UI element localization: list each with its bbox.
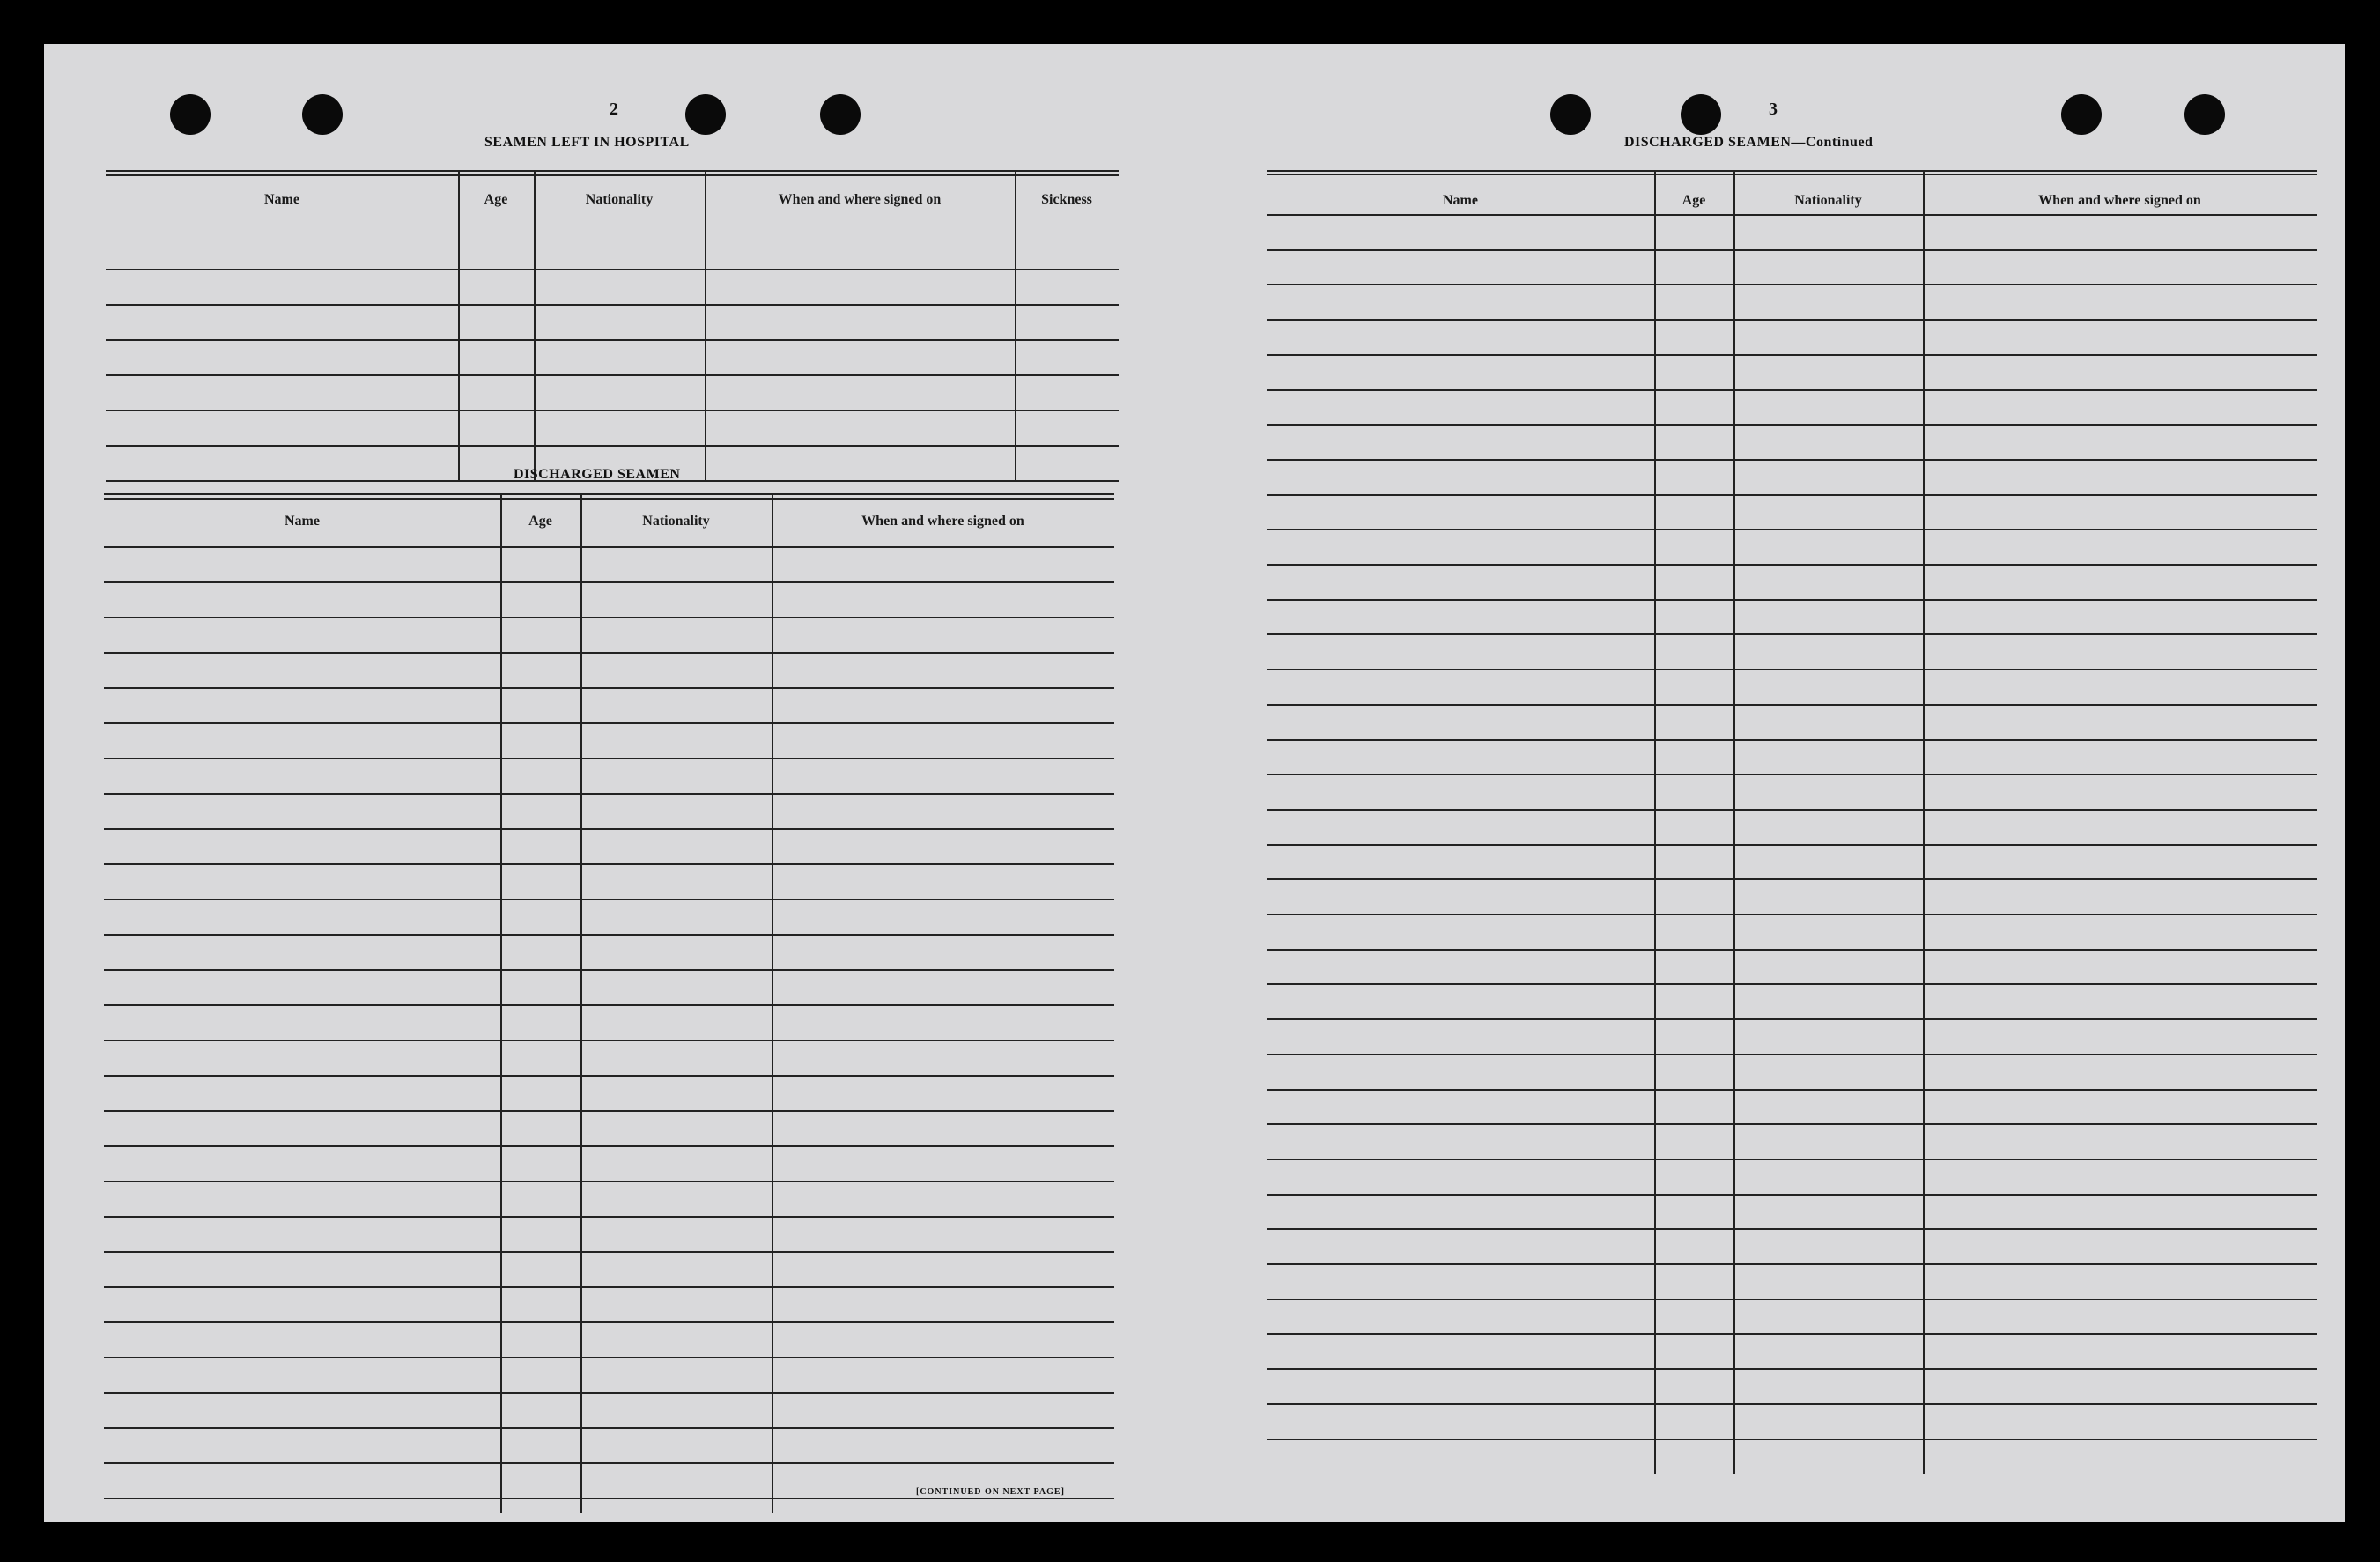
row-line bbox=[104, 617, 1114, 618]
row-line bbox=[106, 339, 1119, 341]
column-header: When and where signed on bbox=[861, 514, 1024, 529]
row-line bbox=[104, 1321, 1114, 1323]
punch-hole bbox=[1681, 94, 1721, 135]
row-line bbox=[104, 1427, 1114, 1429]
header-rule bbox=[106, 174, 1119, 176]
discharged-table bbox=[104, 493, 1114, 1515]
row-line bbox=[1267, 983, 2317, 985]
row-line bbox=[1267, 1159, 2317, 1160]
row-line bbox=[1267, 669, 2317, 670]
table-top-rule bbox=[104, 493, 1114, 495]
column-header: Name bbox=[1443, 193, 1478, 208]
row-line bbox=[104, 969, 1114, 971]
page-number-left: 2 bbox=[610, 100, 618, 119]
row-line bbox=[1267, 1333, 2317, 1335]
row-line bbox=[104, 899, 1114, 900]
discharged-continued-table bbox=[1267, 170, 2317, 1483]
row-line bbox=[104, 1004, 1114, 1006]
header-rule bbox=[104, 498, 1114, 500]
row-line bbox=[1267, 1263, 2317, 1265]
hospital-table bbox=[106, 170, 1119, 484]
row-line bbox=[1267, 1228, 2317, 1230]
row-line bbox=[1267, 1123, 2317, 1125]
row-line bbox=[1267, 214, 2317, 216]
punch-hole bbox=[1550, 94, 1591, 135]
column-header: When and where signed on bbox=[2038, 193, 2201, 208]
title-main: DISCHARGED SEAMEN bbox=[1624, 135, 1792, 150]
row-line bbox=[1267, 354, 2317, 356]
punch-hole bbox=[2061, 94, 2102, 135]
column-divider bbox=[772, 493, 773, 1513]
row-line bbox=[106, 304, 1119, 306]
row-line bbox=[1267, 319, 2317, 321]
row-line bbox=[1267, 1403, 2317, 1405]
row-line bbox=[1267, 424, 2317, 426]
row-line bbox=[1267, 249, 2317, 251]
title-suffix: —Continued bbox=[1791, 135, 1874, 150]
row-line bbox=[1267, 529, 2317, 530]
punch-hole bbox=[302, 94, 343, 135]
column-divider bbox=[458, 170, 460, 480]
row-line bbox=[104, 863, 1114, 865]
row-line bbox=[1267, 844, 2317, 846]
row-line bbox=[106, 269, 1119, 270]
column-divider bbox=[1733, 170, 1735, 1474]
column-divider bbox=[1923, 170, 1925, 1474]
row-line bbox=[104, 722, 1114, 724]
table-top-rule bbox=[106, 170, 1119, 172]
row-line bbox=[104, 581, 1114, 583]
row-line bbox=[104, 1357, 1114, 1358]
column-header: Name bbox=[264, 192, 299, 207]
column-divider bbox=[534, 170, 536, 480]
punch-hole bbox=[2184, 94, 2225, 135]
row-line bbox=[1267, 704, 2317, 706]
row-line bbox=[104, 687, 1114, 689]
column-divider bbox=[1015, 170, 1016, 480]
row-line bbox=[1267, 1018, 2317, 1020]
row-line bbox=[106, 410, 1119, 411]
row-line bbox=[104, 1392, 1114, 1394]
column-header: Nationality bbox=[585, 192, 654, 207]
hospital-section-title: SEAMEN LEFT IN HOSPITAL bbox=[484, 135, 690, 150]
row-line bbox=[104, 1145, 1114, 1147]
row-line bbox=[104, 1462, 1114, 1464]
header-rule bbox=[1267, 174, 2317, 175]
row-line bbox=[1267, 459, 2317, 461]
row-line bbox=[1267, 739, 2317, 741]
row-line bbox=[104, 1040, 1114, 1041]
column-header: Age bbox=[484, 192, 508, 207]
column-divider bbox=[705, 170, 706, 480]
punch-hole bbox=[820, 94, 861, 135]
row-line bbox=[104, 758, 1114, 759]
row-line bbox=[104, 1251, 1114, 1253]
column-divider bbox=[500, 493, 502, 1513]
row-line bbox=[1267, 949, 2317, 951]
row-line bbox=[1267, 1368, 2317, 1370]
row-line bbox=[1267, 774, 2317, 775]
column-header: Nationality bbox=[642, 514, 710, 529]
discharged-section-title: DISCHARGED SEAMEN bbox=[514, 467, 681, 482]
row-line bbox=[104, 1181, 1114, 1182]
row-line bbox=[1267, 284, 2317, 285]
row-line bbox=[1267, 914, 2317, 915]
column-divider bbox=[580, 493, 582, 1513]
continued-note: [CONTINUED ON NEXT PAGE] bbox=[916, 1487, 1065, 1497]
row-line bbox=[104, 1498, 1114, 1499]
column-header: Name bbox=[285, 514, 320, 529]
row-line bbox=[1267, 564, 2317, 566]
column-divider bbox=[1654, 170, 1656, 1474]
table-top-rule bbox=[1267, 170, 2317, 172]
column-header: Nationality bbox=[1794, 193, 1862, 208]
row-line bbox=[106, 374, 1119, 376]
row-line bbox=[104, 793, 1114, 795]
row-line bbox=[1267, 878, 2317, 880]
column-header: Age bbox=[1682, 193, 1706, 208]
row-line bbox=[104, 1216, 1114, 1218]
column-header: When and where signed on bbox=[778, 192, 942, 207]
row-line bbox=[1267, 809, 2317, 811]
column-header: Sickness bbox=[1041, 192, 1092, 207]
row-line bbox=[1267, 1194, 2317, 1196]
row-line bbox=[1267, 1089, 2317, 1091]
row-line bbox=[1267, 633, 2317, 635]
row-line bbox=[104, 1075, 1114, 1077]
row-line bbox=[1267, 1439, 2317, 1440]
row-line bbox=[104, 652, 1114, 654]
row-line bbox=[104, 934, 1114, 936]
row-line bbox=[1267, 494, 2317, 496]
row-line bbox=[104, 828, 1114, 830]
row-line bbox=[1267, 599, 2317, 601]
punch-hole bbox=[685, 94, 726, 135]
row-line bbox=[1267, 1054, 2317, 1055]
page-number-right: 3 bbox=[1769, 100, 1778, 119]
discharged-continued-title bbox=[1624, 135, 1873, 151]
punch-hole bbox=[170, 94, 211, 135]
row-line bbox=[1267, 1299, 2317, 1300]
row-line bbox=[104, 1110, 1114, 1112]
row-line bbox=[1267, 389, 2317, 391]
row-line bbox=[106, 445, 1119, 447]
column-header: Age bbox=[528, 514, 552, 529]
row-line bbox=[104, 546, 1114, 548]
row-line bbox=[104, 1286, 1114, 1288]
form-sheet bbox=[44, 44, 2345, 1522]
